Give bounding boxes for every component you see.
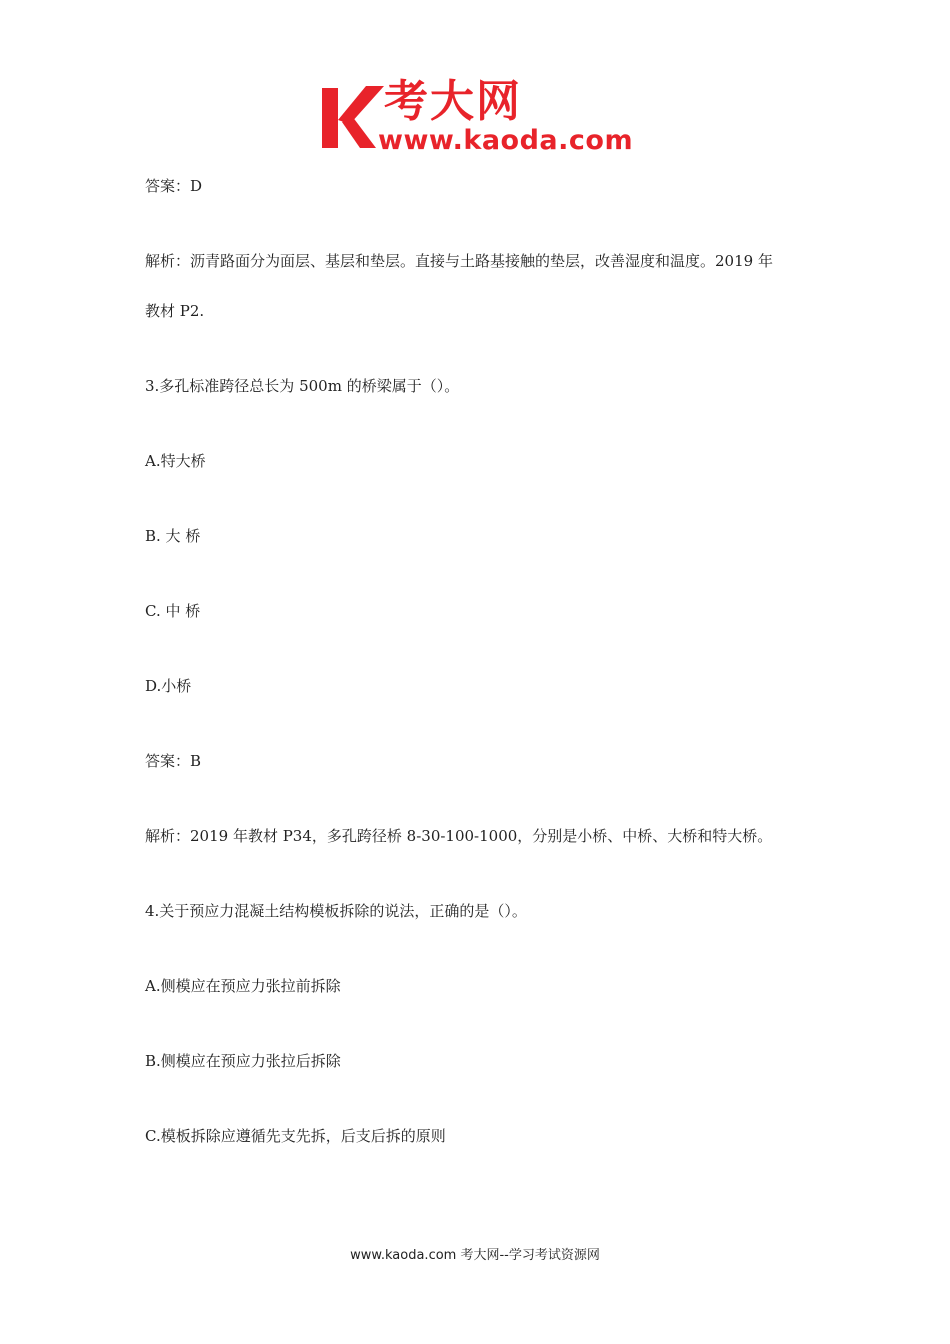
kaoda-logo	[320, 78, 640, 160]
question-3-analysis: 解析：2019 年教材 P34，多孔跨径桥 8-30-100-1000，分别是小桥、中桥、大桥和特大桥。	[145, 827, 773, 845]
question-4-option-a: A.侧模应在预应力张拉前拆除	[145, 977, 341, 995]
logo-chinese-name: 考大网	[384, 76, 522, 127]
page-footer: www.kaoda.com 考大网--学习考试资源网	[350, 1248, 600, 1263]
question-3-answer: 答案：B	[145, 752, 202, 770]
question-4-option-b: B.侧模应在预应力张拉后拆除	[145, 1052, 341, 1070]
question-4-stem: 4.关于预应力混凝土结构模板拆除的说法，正确的是（）。	[145, 902, 527, 920]
question-3-option-c: C. 中 桥	[145, 602, 201, 620]
question-3-option-a: A.特大桥	[145, 452, 206, 470]
k-letter-logo-icon	[320, 82, 386, 152]
question-3-stem: 3.多孔标准跨径总长为 500m 的桥梁属于（）。	[145, 377, 460, 395]
analysis-previous-line-2: 教材 P2.	[145, 302, 205, 320]
logo-url: www.kaoda.com	[378, 125, 634, 156]
question-4-option-c: C.模板拆除应遵循先支先拆，后支后拆的原则	[145, 1127, 446, 1145]
question-3-option-b: B. 大 桥	[145, 527, 201, 545]
question-3-option-d: D.小桥	[145, 677, 192, 695]
answer-previous: 答案：D	[145, 177, 203, 195]
analysis-previous-line-1: 解析：沥青路面分为面层、基层和垫层。直接与土路基接触的垫层，改善湿度和温度。2019 年	[145, 252, 773, 270]
